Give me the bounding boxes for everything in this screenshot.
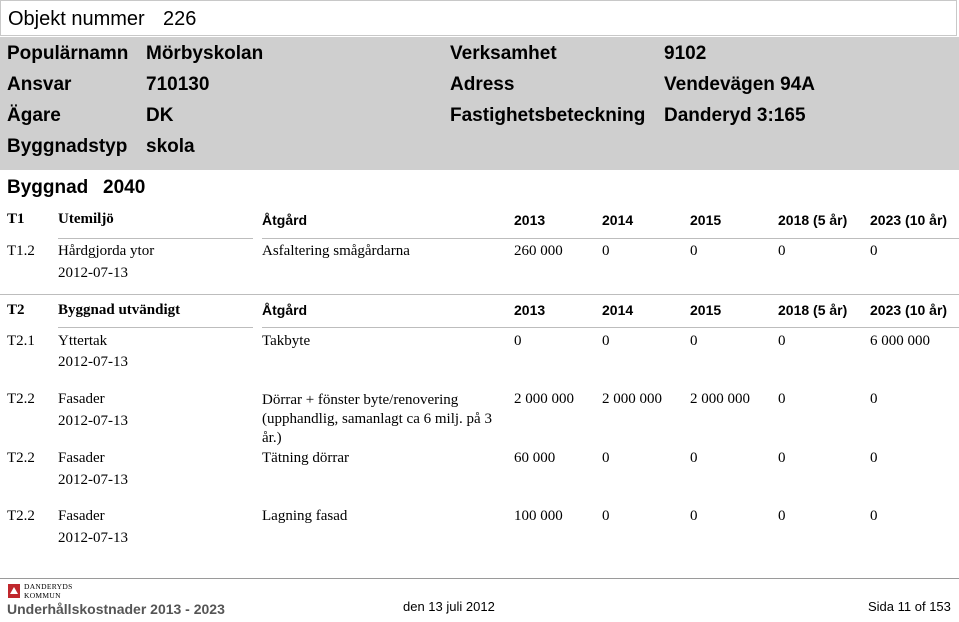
value-2013: 2 000 000: [514, 391, 574, 407]
danderyd-logo: [7, 582, 75, 600]
header-atgard: Åtgård: [262, 212, 308, 228]
footer-title: Underhållskostnader 2013 - 2023: [7, 601, 225, 617]
row-action: Lagning fasad: [262, 508, 348, 524]
agare-value: DK: [146, 105, 174, 126]
value-2018: 0: [778, 243, 786, 259]
value-2013: 0: [514, 333, 522, 349]
row-action: Takbyte: [262, 333, 311, 349]
value-2023: 6 000 000: [870, 333, 930, 349]
section-name: Utemiljö: [58, 211, 114, 227]
object-number: 226: [163, 8, 197, 30]
header-2023: 2023 (10 år): [870, 212, 948, 228]
row-date: 2012-07-13: [58, 530, 128, 546]
value-2014: 2 000 000: [602, 391, 662, 407]
object-label: Objekt nummer: [8, 8, 145, 30]
row-name: Fasader: [58, 450, 105, 466]
row-action: Tätning dörrar: [262, 450, 350, 466]
row-code: T2.2: [7, 391, 35, 407]
value-2018: 0: [778, 450, 786, 466]
byggnadstyp-value: skola: [146, 136, 195, 157]
value-2013: 100 000: [514, 508, 563, 524]
value-2023: 0: [870, 391, 878, 407]
header-2015: 2015: [690, 302, 722, 318]
section-code: T2: [7, 302, 25, 318]
value-2013: 260 000: [514, 243, 563, 259]
header-2014: 2014: [602, 302, 634, 318]
fastighet-value: Danderyd 3:165: [664, 105, 806, 126]
value-2014: 0: [602, 243, 610, 259]
footer-date: den 13 juli 2012: [403, 599, 495, 614]
header-2018: 2018 (5 år): [778, 302, 848, 318]
value-2015: 0: [690, 508, 698, 524]
row-action: Asfaltering smågårdarna: [262, 243, 410, 259]
row-date: 2012-07-13: [58, 413, 128, 429]
header-atgard: Åtgård: [262, 302, 308, 318]
agare-label: Ägare: [7, 105, 61, 126]
row-action-line2: (upphandlig, samanlagt ca 6 milj. på 3: [262, 411, 492, 427]
row-name: Fasader: [58, 391, 105, 407]
value-2023: 0: [870, 508, 878, 524]
property-info: [0, 37, 959, 170]
logo-text-2: KOMMUN: [24, 591, 61, 600]
header-2014: 2014: [602, 212, 634, 228]
value-2015: 0: [690, 450, 698, 466]
fastighet-label: Fastighetsbeteckning: [450, 105, 646, 126]
value-2014: 0: [602, 333, 610, 349]
header-2015: 2015: [690, 212, 722, 228]
row-date: 2012-07-13: [58, 472, 128, 488]
footer-divider: [0, 578, 959, 579]
adress-label: Adress: [450, 74, 515, 95]
value-2018: 0: [778, 391, 786, 407]
header-2023: 2023 (10 år): [870, 302, 948, 318]
row-name: Fasader: [58, 508, 105, 524]
value-2015: 0: [690, 333, 698, 349]
verksamhet-value: 9102: [664, 43, 707, 64]
row-date: 2012-07-13: [58, 265, 128, 281]
value-2015: 0: [690, 243, 698, 259]
value-2018: 0: [778, 333, 786, 349]
building-label: Byggnad: [7, 177, 89, 198]
logo-text-1: DANDERYDS: [24, 582, 73, 591]
row-name: Yttertak: [58, 333, 108, 349]
popularnamn-label: Populärnamn: [7, 43, 129, 64]
value-2018: 0: [778, 508, 786, 524]
title-bar: [0, 0, 957, 36]
building-number: 2040: [103, 177, 146, 198]
row-name: Hårdgjorda ytor: [58, 243, 155, 259]
section-name: Byggnad utvändigt: [58, 302, 181, 318]
row-action-line3: år.): [262, 430, 282, 446]
adress-value: Vendevägen 94A: [664, 74, 816, 95]
row-code: T2.1: [7, 333, 35, 349]
row-code: T2.2: [7, 450, 35, 466]
header-2018: 2018 (5 år): [778, 212, 848, 228]
value-2015: 2 000 000: [690, 391, 750, 407]
row-action-box: [262, 391, 507, 446]
value-2023: 0: [870, 243, 878, 259]
value-2023: 0: [870, 450, 878, 466]
row-code: T1.2: [7, 243, 35, 259]
header-2013: 2013: [514, 212, 546, 228]
verksamhet-label: Verksamhet: [450, 43, 557, 64]
row-code: T2.2: [7, 508, 35, 524]
footer-page: Sida 11 of 153: [868, 599, 951, 614]
byggnadstyp-label: Byggnadstyp: [7, 136, 128, 157]
value-2013: 60 000: [514, 450, 556, 466]
section-code: T1: [7, 211, 25, 227]
value-2014: 0: [602, 508, 610, 524]
header-2013: 2013: [514, 302, 546, 318]
row-action: Dörrar + fönster byte/renovering: [262, 392, 459, 408]
row-date: 2012-07-13: [58, 354, 128, 370]
popularnamn-value: Mörbyskolan: [146, 43, 264, 64]
ansvar-value: 710130: [146, 74, 210, 95]
value-2014: 0: [602, 450, 610, 466]
ansvar-label: Ansvar: [7, 74, 72, 95]
